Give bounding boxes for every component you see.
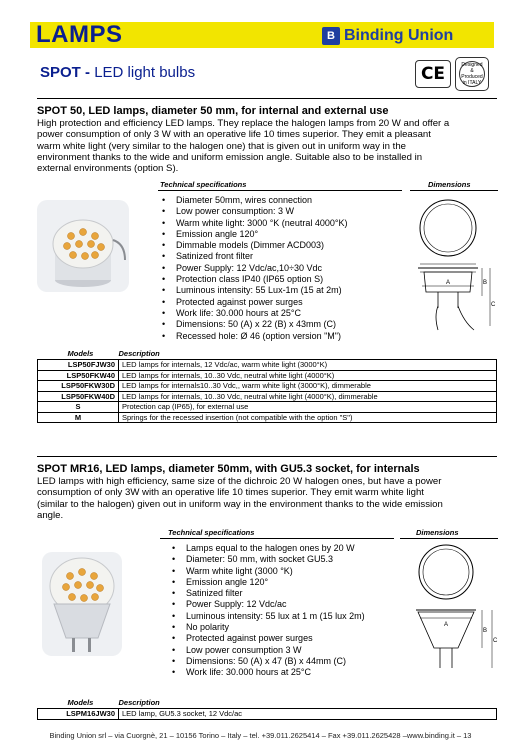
spec-underline [158,190,402,191]
spec-item: • Dimensions: 50 (A) x 22 (B) x 43mm (C) [160,319,347,330]
spec-item: • Power Supply: 12 Vdc/ac,10÷30 Vdc [160,263,347,274]
table-row [38,391,497,402]
col-models: Models [67,698,94,707]
spec-item: • Lamps equal to the halogen ones by 20 W [170,543,365,554]
spec-item: • Warm white light (3000 °K) [170,566,365,577]
spec-item: • Power Supply: 12 Vdc/ac [170,599,365,610]
section1-spec-header: Technical specifications [160,180,247,189]
model-desc: Springs for the recessed insertion (not compatible with the option "S") [119,412,497,423]
ce-mark-icon: CE [415,60,451,88]
model-desc: LED lamps for internals10..30 Vdc,, warm white light (3000°K), dimmerable [119,381,497,392]
desc-line: (similar to the halogen) given out in uniform way in the environment thanks to the wide emission [37,498,443,510]
dim-underline [400,538,498,539]
col-description: Description [118,349,160,358]
spec-item: • Recessed hole: Ø 46 (option version "M") [160,331,347,342]
section2-rule [37,456,497,457]
desc-line: angle. [37,509,64,521]
dim-label-b: B [483,280,488,286]
section2-dim-header: Dimensions [416,528,459,537]
brand-name: Binding Union [344,26,454,44]
section2-description [37,476,497,521]
desc-line: warm white light (very similar to the halogen one) that is given out in uniform way in the [37,140,406,152]
desc-line: High protection and efficiency LED lamps. They replace the halogen lamps from 20 W and offer a [37,118,450,129]
model-code: M [38,412,119,423]
spec-item: • Luminous intensity: 55 lux at 1 m (15 lux 2m) [170,611,365,622]
table-row [38,381,497,392]
table-row [38,360,497,371]
desc-line: environment thanks to the wide and uniform emission angle. Suitable also to be installed in [37,151,423,163]
model-desc: Protection cap (IP65), for external use [119,402,497,413]
spec-item: • Protection class IP40 (IP65 option S) [160,274,347,285]
table-row [38,412,497,423]
desc-line: LED lamps with high efficiency, same size of the dichroic 20 W halogen ones, but have a power [37,476,442,487]
italy-badge-text: Designed & Produced in ITALY [459,61,485,87]
model-desc: LED lamps for internals, 10..30 Vdc, neutral white light (4000°K), dimmerable [119,391,497,402]
subtitle-sep: - [80,64,95,81]
section1-title: SPOT 50, LED lamps, diameter 50 mm, for internal and external use [37,105,389,117]
spec-item: • No polarity [170,622,365,633]
spec-item: • Dimmable models (Dimmer ACD003) [160,240,347,251]
model-desc: LED lamps for internals, 12 Vdc/ac, warm white light (3000°K) [119,360,497,371]
subtitle-main: SPOT [40,64,81,81]
spec-item: • Work life: 30.000 hours at 25°C [170,667,365,678]
section2-spec-list [170,543,365,679]
page-title: LAMPS [36,21,123,48]
spec-item: • Low power consumption 3 W [170,645,365,656]
model-desc: LED lamps for internals, 10..30 Vdc, neutral white light (4000°K) [119,370,497,381]
section2-title: SPOT MR16, LED lamps, diameter 50mm, with GU5.3 socket, for internals [37,463,420,475]
spec-item: • Protected against power surges [170,633,365,644]
made-in-italy-icon [455,57,489,91]
model-code: LSP50FKW40 [38,370,119,381]
col-description: Description [118,698,160,707]
dim-label-a: A [446,280,451,286]
section1-spec-list [160,195,347,342]
subtitle-rest: LED light bulbs [94,64,196,81]
table-row [38,402,497,413]
model-code: S [38,402,119,413]
spec-item: • Emission angle 120° [160,229,347,240]
spec-item: • Diameter: 50 mm, with socket GU5.3 [170,554,365,565]
table-row [38,370,497,381]
dim-label-a: A [444,622,449,628]
table-row [38,709,497,720]
section1-rule [37,98,497,99]
spec-item: • Luminous intensity: 55 Lux-1m (15 at 2m) [160,285,347,296]
spec-item: • Work life: 30.000 hours at 25°C [160,308,347,319]
spot50-dimension-drawing [408,196,500,342]
spec-item: • Protected against power surges [160,297,347,308]
section2-spec-header: Technical specifications [168,528,255,537]
spec-item: • Satinized filter [170,588,365,599]
spec-item: • Warm white light: 3000 °K (neutral 4000°K) [160,218,347,229]
section1-models-table [37,349,497,423]
model-code: LSPM16JW30 [38,709,119,720]
spec-item: • Dimensions: 50 (A) x 47 (B) x 44mm (C) [170,656,365,667]
desc-line: power consumption of only 3 W with an operative life 10 times superior. They emit a pleasant [37,129,431,141]
model-code: LSP50FKW30D [38,381,119,392]
section2-models-table [37,698,497,720]
page-subtitle [40,64,195,81]
dim-label-c: C [491,302,496,308]
page-footer: Binding Union srl – via Cuorgnè, 21 – 10156 Torino – Italy – tel. +39.011.2625414 – Fax +39.011.2625428 –www.binding.it – 13 [49,731,472,740]
spec-underline [160,538,394,539]
section1-dim-header: Dimensions [428,180,471,189]
spot50-lamp-image [37,200,129,292]
dim-label-b: B [483,628,488,634]
mr16-dimension-drawing [400,542,500,682]
spec-item: • Diameter 50mm, wires connection [160,195,347,206]
model-desc: LED lamp, GU5.3 socket, 12 Vdc/ac [119,709,497,720]
desc-line: external environments (option S). [37,163,179,175]
mr16-lamp-image [42,552,122,656]
col-models: Models [67,349,94,358]
model-code: LSP50FKW40D [38,391,119,402]
brand-logo [322,25,492,46]
spec-item: • Satinized front filter [160,251,347,262]
section1-description [37,118,497,174]
binding-union-logo-icon: B [322,27,340,45]
spec-item: • Emission angle 120° [170,577,365,588]
spec-item: • Low power consumption: 3 W [160,206,347,217]
dim-label-c: C [493,638,498,644]
dim-underline [410,190,498,191]
model-code: LSP50FJW30 [38,360,119,371]
desc-line: consumption of only 3W with an operative life 10 times superior. They emit warm white light [37,487,424,499]
